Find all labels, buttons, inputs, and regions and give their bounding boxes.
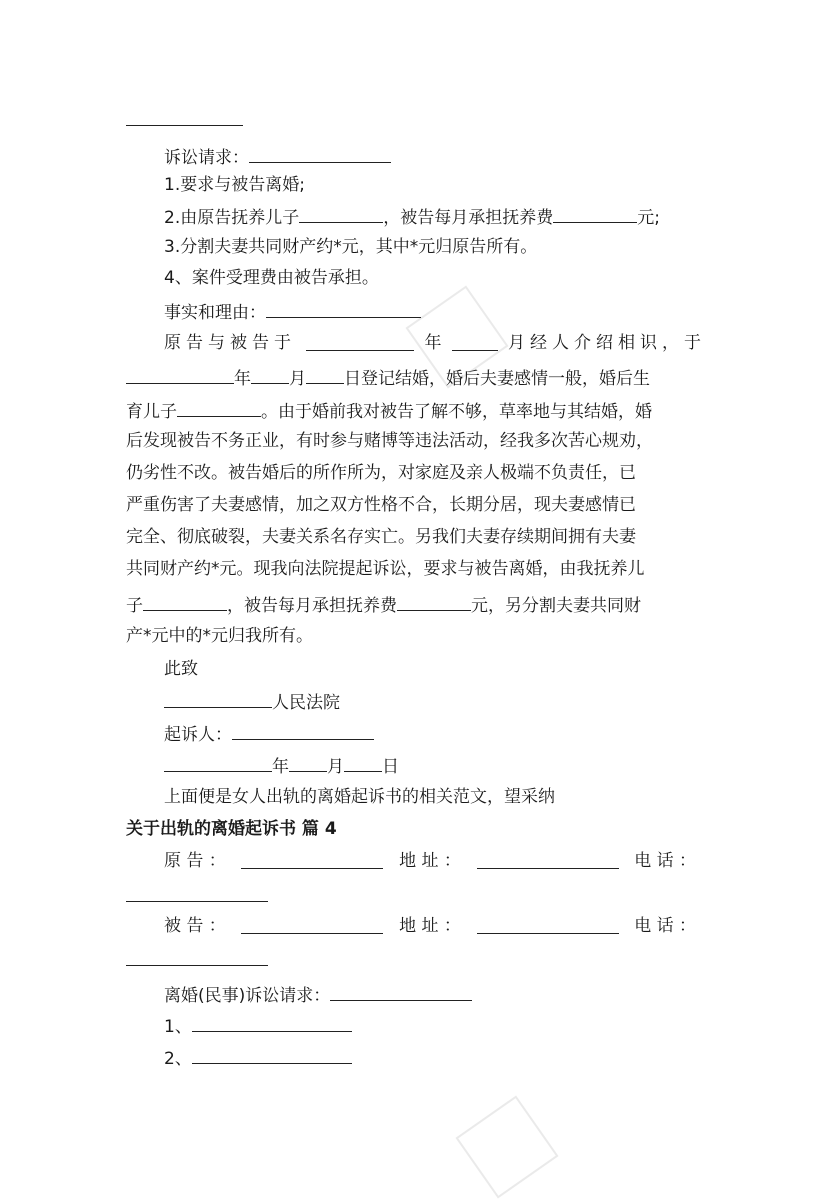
- facts-para-line-10: 产*元中的*元归我所有。: [126, 626, 313, 646]
- court-line: 人民法院: [164, 690, 340, 713]
- closing-line: 上面便是女人出轨的离婚起诉书的相关范文，望采纳: [164, 787, 555, 807]
- facts-para-line-8: 共同财产约*元。现我向法院提起诉讼，要求与被告离婚，由我抚养儿: [126, 559, 645, 579]
- claim-item-2: 2、: [164, 1046, 352, 1069]
- claim-3: 3.分割夫妻共同财产约*元，其中*元归原告所有。: [164, 237, 538, 257]
- facts-para-line-2: 年 月 日登记结婚，婚后夫妻感情一般，婚后生: [126, 366, 650, 389]
- section-heading: 关于出轨的离婚起诉书 篇 4: [126, 819, 337, 839]
- watermark-logo: [455, 1095, 558, 1198]
- claim-2: 2.由原告抚养儿子 ，被告每月承担抚养费 元;: [164, 205, 660, 228]
- defendant-phone-blank: [126, 948, 268, 971]
- facts-para-line-3: 育儿子 。由于婚前我对被告了解不够，草率地与其结婚，婚: [126, 399, 652, 422]
- facts-para-line-5: 仍劣性不改。被告婚后的所作所为，对家庭及亲人极端不负责任，已: [126, 463, 636, 483]
- facts-para-line-4: 后发现被告不务正业，有时参与赌博等违法活动，经我多次苦心规劝，: [126, 431, 653, 451]
- facts-para-line-7: 完全、彻底破裂，夫妻关系名存实亡。另我们夫妻存续期间拥有夫妻: [126, 527, 636, 547]
- defendant-info-line: 被 告 ： 地 址 ： 电 话 ：: [164, 916, 696, 936]
- claim-4: 4、案件受理费由被告承担。: [164, 268, 379, 288]
- date-line: 年 月 日: [164, 754, 399, 777]
- plaintiff-phone-blank: [126, 884, 268, 907]
- claim-item-1: 1、: [164, 1014, 352, 1037]
- blank-top: [126, 108, 243, 131]
- claim-1: 1.要求与被告离婚;: [164, 175, 305, 195]
- facts-para-line-9: 子 ，被告每月承担抚养费 元，另分割夫妻共同财: [126, 593, 641, 616]
- cizhi-line: 此致: [164, 659, 198, 679]
- divorce-claims-line: 离婚(民事)诉讼请求：: [164, 983, 472, 1006]
- facts-line: 事实和理由：: [164, 300, 421, 323]
- facts-para-line-6: 严重伤害了夫妻感情，加之双方性格不合，长期分居，现夫妻感情已: [126, 495, 636, 515]
- claims-line: 诉讼请求：: [164, 145, 391, 168]
- plaintiff-info-line: 原 告 ： 地 址 ： 电 话 ：: [164, 851, 696, 871]
- plaintiff-sign-line: 起诉人：: [164, 722, 374, 745]
- facts-para-line-1: 原告与被告于 年 月经人介绍相识，于: [164, 333, 706, 353]
